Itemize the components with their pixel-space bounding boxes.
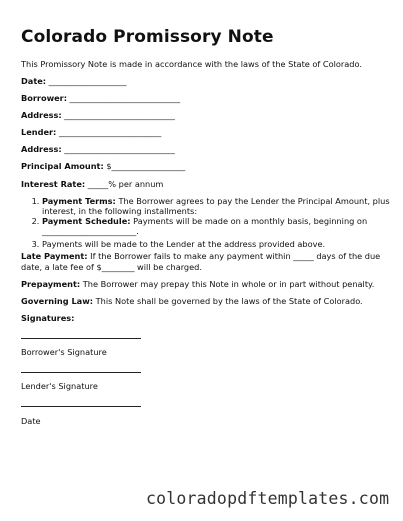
date-signature-label: Date [21, 416, 41, 426]
signatures-heading: Signatures: [21, 313, 75, 323]
lender-address-label: Address: [21, 144, 62, 154]
terms-list [21, 196, 403, 249]
date-blank: ___________________ [48, 76, 127, 86]
borrower-address-blank: ___________________________ [64, 110, 175, 120]
term-item [42, 239, 403, 249]
principal-blank: $__________________ [106, 161, 186, 171]
governing-law-text: This Note shall be governed by the laws of the State of Colorado. [95, 296, 363, 306]
term-label: Payment Terms: [42, 196, 116, 206]
prepayment-label: Prepayment: [21, 279, 81, 289]
date-field [21, 76, 126, 86]
term-label: Payment Schedule: [42, 216, 131, 226]
term-text: Payments will be made to the Lender at the address provided above. [42, 239, 326, 249]
borrower-signature-line [21, 338, 141, 339]
prepayment-clause [21, 279, 374, 289]
prepayment-text: The Borrower may prepay this Note in whole or in part without penalty. [82, 279, 375, 289]
interest-blank: _____% per annum [87, 179, 164, 189]
late-payment-clause [21, 251, 383, 272]
term-item [42, 196, 403, 216]
date-signature-line [21, 406, 141, 407]
lender-blank: _________________________ [58, 127, 162, 137]
intro-text: This Promissory Note is made in accordance with the laws of the State of Colorado. [21, 59, 362, 69]
term-text: Payments will be made on a monthly basis, beginning on _______________________. [42, 216, 368, 236]
borrower-label: Borrower: [21, 93, 67, 103]
lender-address-field [21, 144, 175, 154]
principal-field [21, 161, 185, 171]
document-title: Colorado Promissory Note [21, 27, 274, 47]
interest-label: Interest Rate: [21, 179, 86, 189]
lender-signature-label: Lender's Signature [21, 381, 98, 391]
borrower-signature-label: Borrower's Signature [21, 347, 107, 357]
governing-law-label: Governing Law: [21, 296, 94, 306]
governing-law-clause [21, 296, 363, 306]
term-item [42, 216, 403, 236]
late-payment-label: Late Payment: [21, 251, 88, 261]
lender-address-blank: ___________________________ [64, 144, 175, 154]
late-payment-text: If the Borrower fails to make any payment within _____ days of the due date, a late fee of $________ will be charged. [21, 251, 381, 272]
lender-label: Lender: [21, 127, 57, 137]
lender-signature-line [21, 372, 141, 373]
term-text: The Borrower agrees to pay the Lender the Principal Amount, plus interest, in the following installments: [42, 196, 390, 216]
principal-label: Principal Amount: [21, 161, 104, 171]
lender-field [21, 127, 161, 137]
borrower-field [21, 93, 180, 103]
borrower-address-field [21, 110, 175, 120]
borrower-blank: ___________________________ [69, 93, 181, 103]
date-label: Date: [21, 76, 47, 86]
interest-field [21, 179, 163, 189]
site-watermark: coloradopdftemplates.com [146, 489, 390, 508]
borrower-address-label: Address: [21, 110, 62, 120]
